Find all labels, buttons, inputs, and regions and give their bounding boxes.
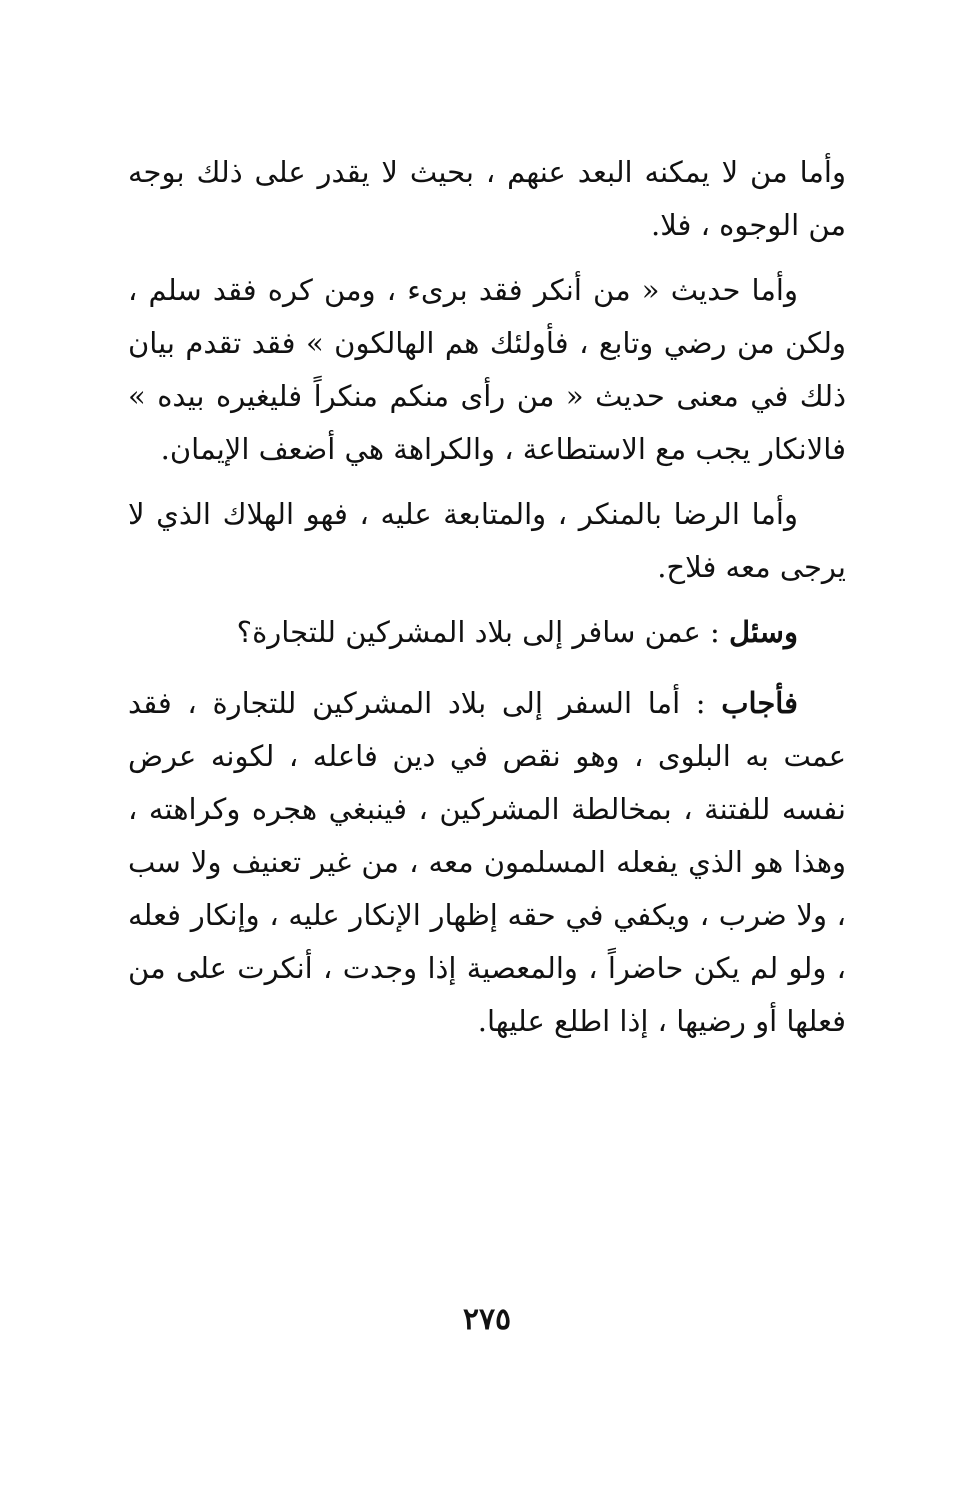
paragraph-2-text: وأما حديث « من أنكر فقد برىء ، ومن كره فقد سلم ، ولكن من رضي وتابع ، فأولئك هم الهالكون » فقد تقدم بيان ذلك في معنى حديث « من رأى منكم منكراً فليغيره بيده » فالانكار يجب مع الاستطاعة ، والكراهة هي أضعف الإيمان.: [128, 273, 846, 466]
question-label: وسئل: [728, 615, 798, 649]
body-text: [128, 146, 846, 1060]
page-number: ٢٧٥: [462, 1302, 512, 1337]
paragraph-2: [128, 264, 846, 476]
question-text: : عمن سافر إلى بلاد المشركين للتجارة؟: [236, 615, 729, 649]
question-paragraph: [128, 606, 846, 659]
answer-text: : أما السفر إلى بلاد المشركين للتجارة ، فقد عمت به البلوى ، وهو نقص في دين فاعله ، لكونه عرض نفسه للفتنة ، بمخالطة المشركين ، فينبغي هجره وكراهته ، وهذا هو الذي يفعله المسلمون معه ، من غير تعنيف ولا سب ، ولا ضرب ، ويكفي في حقه إظهار الإنكار عليه ، وإنكار فعله ، ولو لم يكن حاضراً ، والمعصية إذا وجدت ، أنكرت على من فعلها أو رضيها ، إذا اطلع عليها.: [128, 686, 846, 1038]
answer-paragraph: [128, 677, 846, 1048]
paragraph-3-text: وأما الرضا بالمنكر ، والمتابعة عليه ، فهو الهلاك الذي لا يرجى معه فلاح.: [128, 497, 846, 584]
paragraph-3: [128, 488, 846, 594]
answer-label: فأجاب: [721, 686, 798, 720]
paragraph-1: [128, 146, 846, 252]
paragraph-1-text: وأما من لا يمكنه البعد عنهم ، بحيث لا يقدر على ذلك بوجه من الوجوه ، فلا.: [128, 155, 846, 242]
